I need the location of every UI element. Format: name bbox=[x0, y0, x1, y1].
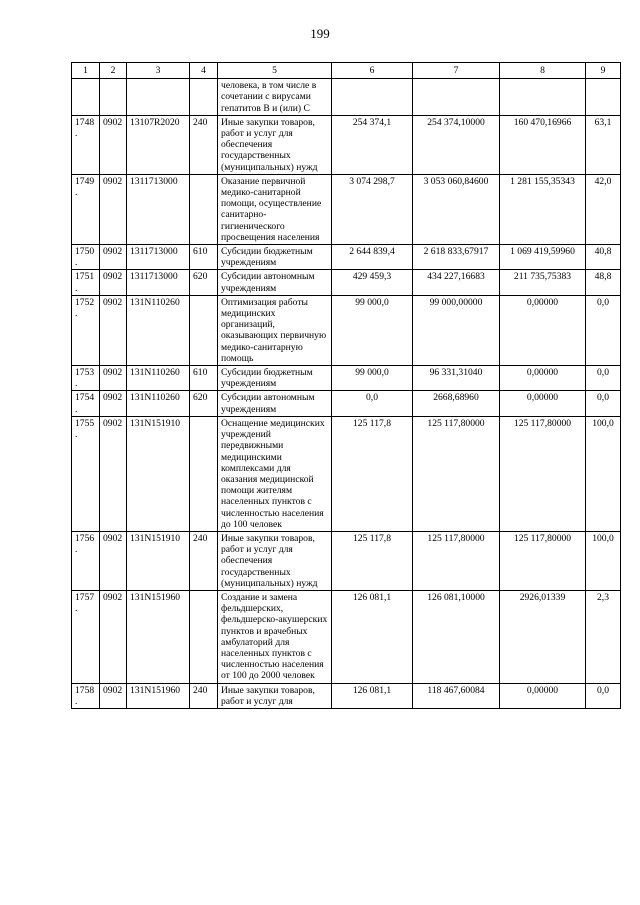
section-code-cell: 0902 bbox=[100, 295, 127, 365]
header-cell: 3 bbox=[127, 63, 190, 79]
section-code-cell: 0902 bbox=[100, 174, 127, 244]
section-code-cell: 0902 bbox=[100, 590, 127, 683]
target-article-cell: 131N110260 bbox=[127, 295, 190, 365]
row-name-cell: Субсидии бюджетным учреждениям bbox=[218, 245, 332, 270]
budget-list-amount-cell: 3 053 060,84600 bbox=[413, 174, 500, 244]
budget-list-amount-cell: 125 117,80000 bbox=[413, 531, 500, 590]
row-name-cell: Субсидии автономным учреждениям bbox=[218, 270, 332, 295]
table-row bbox=[72, 366, 621, 391]
executed-amount-cell: 1 069 419,59960 bbox=[500, 245, 586, 270]
target-article-cell: 1311713000 bbox=[127, 270, 190, 295]
executed-amount-cell: 211 735,75383 bbox=[500, 270, 586, 295]
budget-list-amount-cell: 99 000,00000 bbox=[413, 295, 500, 365]
section-code-cell: 0902 bbox=[100, 416, 127, 531]
table-row bbox=[72, 416, 621, 531]
row-name-cell: Оптимизация работы медицинских организаций, оказывающих первичную медико-санитарную помощь bbox=[218, 295, 332, 365]
row-number-cell: 1751. bbox=[72, 270, 100, 295]
table-row bbox=[72, 270, 621, 295]
header-cell: 7 bbox=[413, 63, 500, 79]
target-article-cell: 131N110260 bbox=[127, 366, 190, 391]
expense-type-cell: 620 bbox=[190, 391, 218, 416]
section-code-cell: 0902 bbox=[100, 115, 127, 174]
approved-amount-cell: 2 644 839,4 bbox=[332, 245, 413, 270]
section-code-cell: 0902 bbox=[100, 270, 127, 295]
executed-amount-cell: 125 117,80000 bbox=[500, 416, 586, 531]
row-name-cell: человека, в том числе в сочетании с вирусами гепатитов В и (или) С bbox=[218, 79, 332, 116]
row-name-cell: Иные закупки товаров, работ и услуг для обеспечения государственных (муниципальных) нужд bbox=[218, 115, 332, 174]
target-article-cell: 131N151910 bbox=[127, 416, 190, 531]
section-code-cell: 0902 bbox=[100, 391, 127, 416]
target-article-cell: 131N151910 bbox=[127, 531, 190, 590]
budget-table bbox=[71, 62, 621, 709]
percent-executed-cell: 63,1 bbox=[586, 115, 621, 174]
row-name-cell: Субсидии бюджетным учреждениям bbox=[218, 366, 332, 391]
percent-executed-cell: 0,0 bbox=[586, 391, 621, 416]
expense-type-cell: 610 bbox=[190, 366, 218, 391]
target-article-cell: 1311713000 bbox=[127, 245, 190, 270]
expense-type-cell: 620 bbox=[190, 270, 218, 295]
percent-executed-cell: 100,0 bbox=[586, 531, 621, 590]
expense-type-cell bbox=[190, 295, 218, 365]
percent-executed-cell bbox=[586, 79, 621, 116]
percent-executed-cell: 0,0 bbox=[586, 366, 621, 391]
executed-amount-cell: 2926,01339 bbox=[500, 590, 586, 683]
row-number-cell: 1753. bbox=[72, 366, 100, 391]
percent-executed-cell: 48,8 bbox=[586, 270, 621, 295]
target-article-cell: 131N110260 bbox=[127, 391, 190, 416]
table-row bbox=[72, 391, 621, 416]
expense-type-cell: 240 bbox=[190, 115, 218, 174]
target-article-cell: 13107R2020 bbox=[127, 115, 190, 174]
row-number-cell: 1757. bbox=[72, 590, 100, 683]
row-number-cell: 1756. bbox=[72, 531, 100, 590]
header-cell: 1 bbox=[72, 63, 100, 79]
approved-amount-cell: 3 074 298,7 bbox=[332, 174, 413, 244]
section-code-cell bbox=[100, 79, 127, 116]
row-name-cell: Оснащение медицинских учреждений передвижными медицинскими комплексами для оказания медицинской помощи жителям населенных пунктов с численностью населения до 100 человек bbox=[218, 416, 332, 531]
percent-executed-cell: 0,0 bbox=[586, 295, 621, 365]
expense-type-cell: 240 bbox=[190, 683, 218, 708]
expense-type-cell bbox=[190, 174, 218, 244]
budget-list-amount-cell: 2 618 833,67917 bbox=[413, 245, 500, 270]
row-name-cell: Иные закупки товаров, работ и услуг для bbox=[218, 683, 332, 708]
table-row bbox=[72, 590, 621, 683]
expense-type-cell bbox=[190, 416, 218, 531]
row-name-cell: Субсидии автономным учреждениям bbox=[218, 391, 332, 416]
table-row bbox=[72, 295, 621, 365]
row-name-cell: Иные закупки товаров, работ и услуг для обеспечения государственных (муниципальных) нужд bbox=[218, 531, 332, 590]
approved-amount-cell: 0,0 bbox=[332, 391, 413, 416]
header-cell: 8 bbox=[500, 63, 586, 79]
percent-executed-cell: 40,8 bbox=[586, 245, 621, 270]
budget-list-amount-cell: 118 467,60084 bbox=[413, 683, 500, 708]
header-cell: 9 bbox=[586, 63, 621, 79]
expense-type-cell bbox=[190, 590, 218, 683]
executed-amount-cell bbox=[500, 79, 586, 116]
expense-type-cell: 610 bbox=[190, 245, 218, 270]
row-number-cell bbox=[72, 79, 100, 116]
approved-amount-cell: 125 117,8 bbox=[332, 531, 413, 590]
target-article-cell bbox=[127, 79, 190, 116]
executed-amount-cell: 1 281 155,35343 bbox=[500, 174, 586, 244]
section-code-cell: 0902 bbox=[100, 366, 127, 391]
table-row bbox=[72, 174, 621, 244]
executed-amount-cell: 160 470,16966 bbox=[500, 115, 586, 174]
table-row bbox=[72, 683, 621, 708]
approved-amount-cell: 429 459,3 bbox=[332, 270, 413, 295]
executed-amount-cell: 0,00000 bbox=[500, 366, 586, 391]
header-cell: 4 bbox=[190, 63, 218, 79]
table-header-row bbox=[72, 63, 621, 79]
budget-list-amount-cell: 434 227,16683 bbox=[413, 270, 500, 295]
header-cell: 6 bbox=[332, 63, 413, 79]
budget-list-amount-cell: 254 374,10000 bbox=[413, 115, 500, 174]
table-row bbox=[72, 115, 621, 174]
approved-amount-cell: 126 081,1 bbox=[332, 590, 413, 683]
executed-amount-cell: 0,00000 bbox=[500, 295, 586, 365]
row-number-cell: 1755. bbox=[72, 416, 100, 531]
row-name-cell: Оказание первичной медико-санитарной помощи, осуществление санитарно-гигиенического просвещения населения bbox=[218, 174, 332, 244]
row-number-cell: 1748. bbox=[72, 115, 100, 174]
table-body bbox=[72, 79, 621, 709]
header-cell: 2 bbox=[100, 63, 127, 79]
expense-type-cell: 240 bbox=[190, 531, 218, 590]
approved-amount-cell: 125 117,8 bbox=[332, 416, 413, 531]
target-article-cell: 131N151960 bbox=[127, 590, 190, 683]
section-code-cell: 0902 bbox=[100, 245, 127, 270]
section-code-cell: 0902 bbox=[100, 531, 127, 590]
page-number: 199 bbox=[310, 26, 330, 41]
percent-executed-cell: 100,0 bbox=[586, 416, 621, 531]
percent-executed-cell: 42,0 bbox=[586, 174, 621, 244]
budget-list-amount-cell: 126 081,10000 bbox=[413, 590, 500, 683]
approved-amount-cell: 254 374,1 bbox=[332, 115, 413, 174]
target-article-cell: 131N151960 bbox=[127, 683, 190, 708]
expense-type-cell bbox=[190, 79, 218, 116]
executed-amount-cell: 0,00000 bbox=[500, 391, 586, 416]
executed-amount-cell: 125 117,80000 bbox=[500, 531, 586, 590]
budget-list-amount-cell: 2668,68960 bbox=[413, 391, 500, 416]
approved-amount-cell: 99 000,0 bbox=[332, 295, 413, 365]
row-number-cell: 1749. bbox=[72, 174, 100, 244]
budget-list-amount-cell bbox=[413, 79, 500, 116]
approved-amount-cell: 126 081,1 bbox=[332, 683, 413, 708]
approved-amount-cell: 99 000,0 bbox=[332, 366, 413, 391]
header-cell: 5 bbox=[218, 63, 332, 79]
section-code-cell: 0902 bbox=[100, 683, 127, 708]
budget-list-amount-cell: 96 331,31040 bbox=[413, 366, 500, 391]
table-row bbox=[72, 531, 621, 590]
row-number-cell: 1758. bbox=[72, 683, 100, 708]
row-number-cell: 1752. bbox=[72, 295, 100, 365]
row-number-cell: 1754. bbox=[72, 391, 100, 416]
row-name-cell: Создание и замена фельдшерских, фельдшерско-акушерских пунктов и врачебных амбулаторий для населенных пунктов с численностью населения от 100 до 2000 человек bbox=[218, 590, 332, 683]
percent-executed-cell: 0,0 bbox=[586, 683, 621, 708]
table-row bbox=[72, 79, 621, 116]
target-article-cell: 1311713000 bbox=[127, 174, 190, 244]
row-number-cell: 1750. bbox=[72, 245, 100, 270]
approved-amount-cell bbox=[332, 79, 413, 116]
budget-list-amount-cell: 125 117,80000 bbox=[413, 416, 500, 531]
executed-amount-cell: 0,00000 bbox=[500, 683, 586, 708]
table-row bbox=[72, 245, 621, 270]
percent-executed-cell: 2,3 bbox=[586, 590, 621, 683]
